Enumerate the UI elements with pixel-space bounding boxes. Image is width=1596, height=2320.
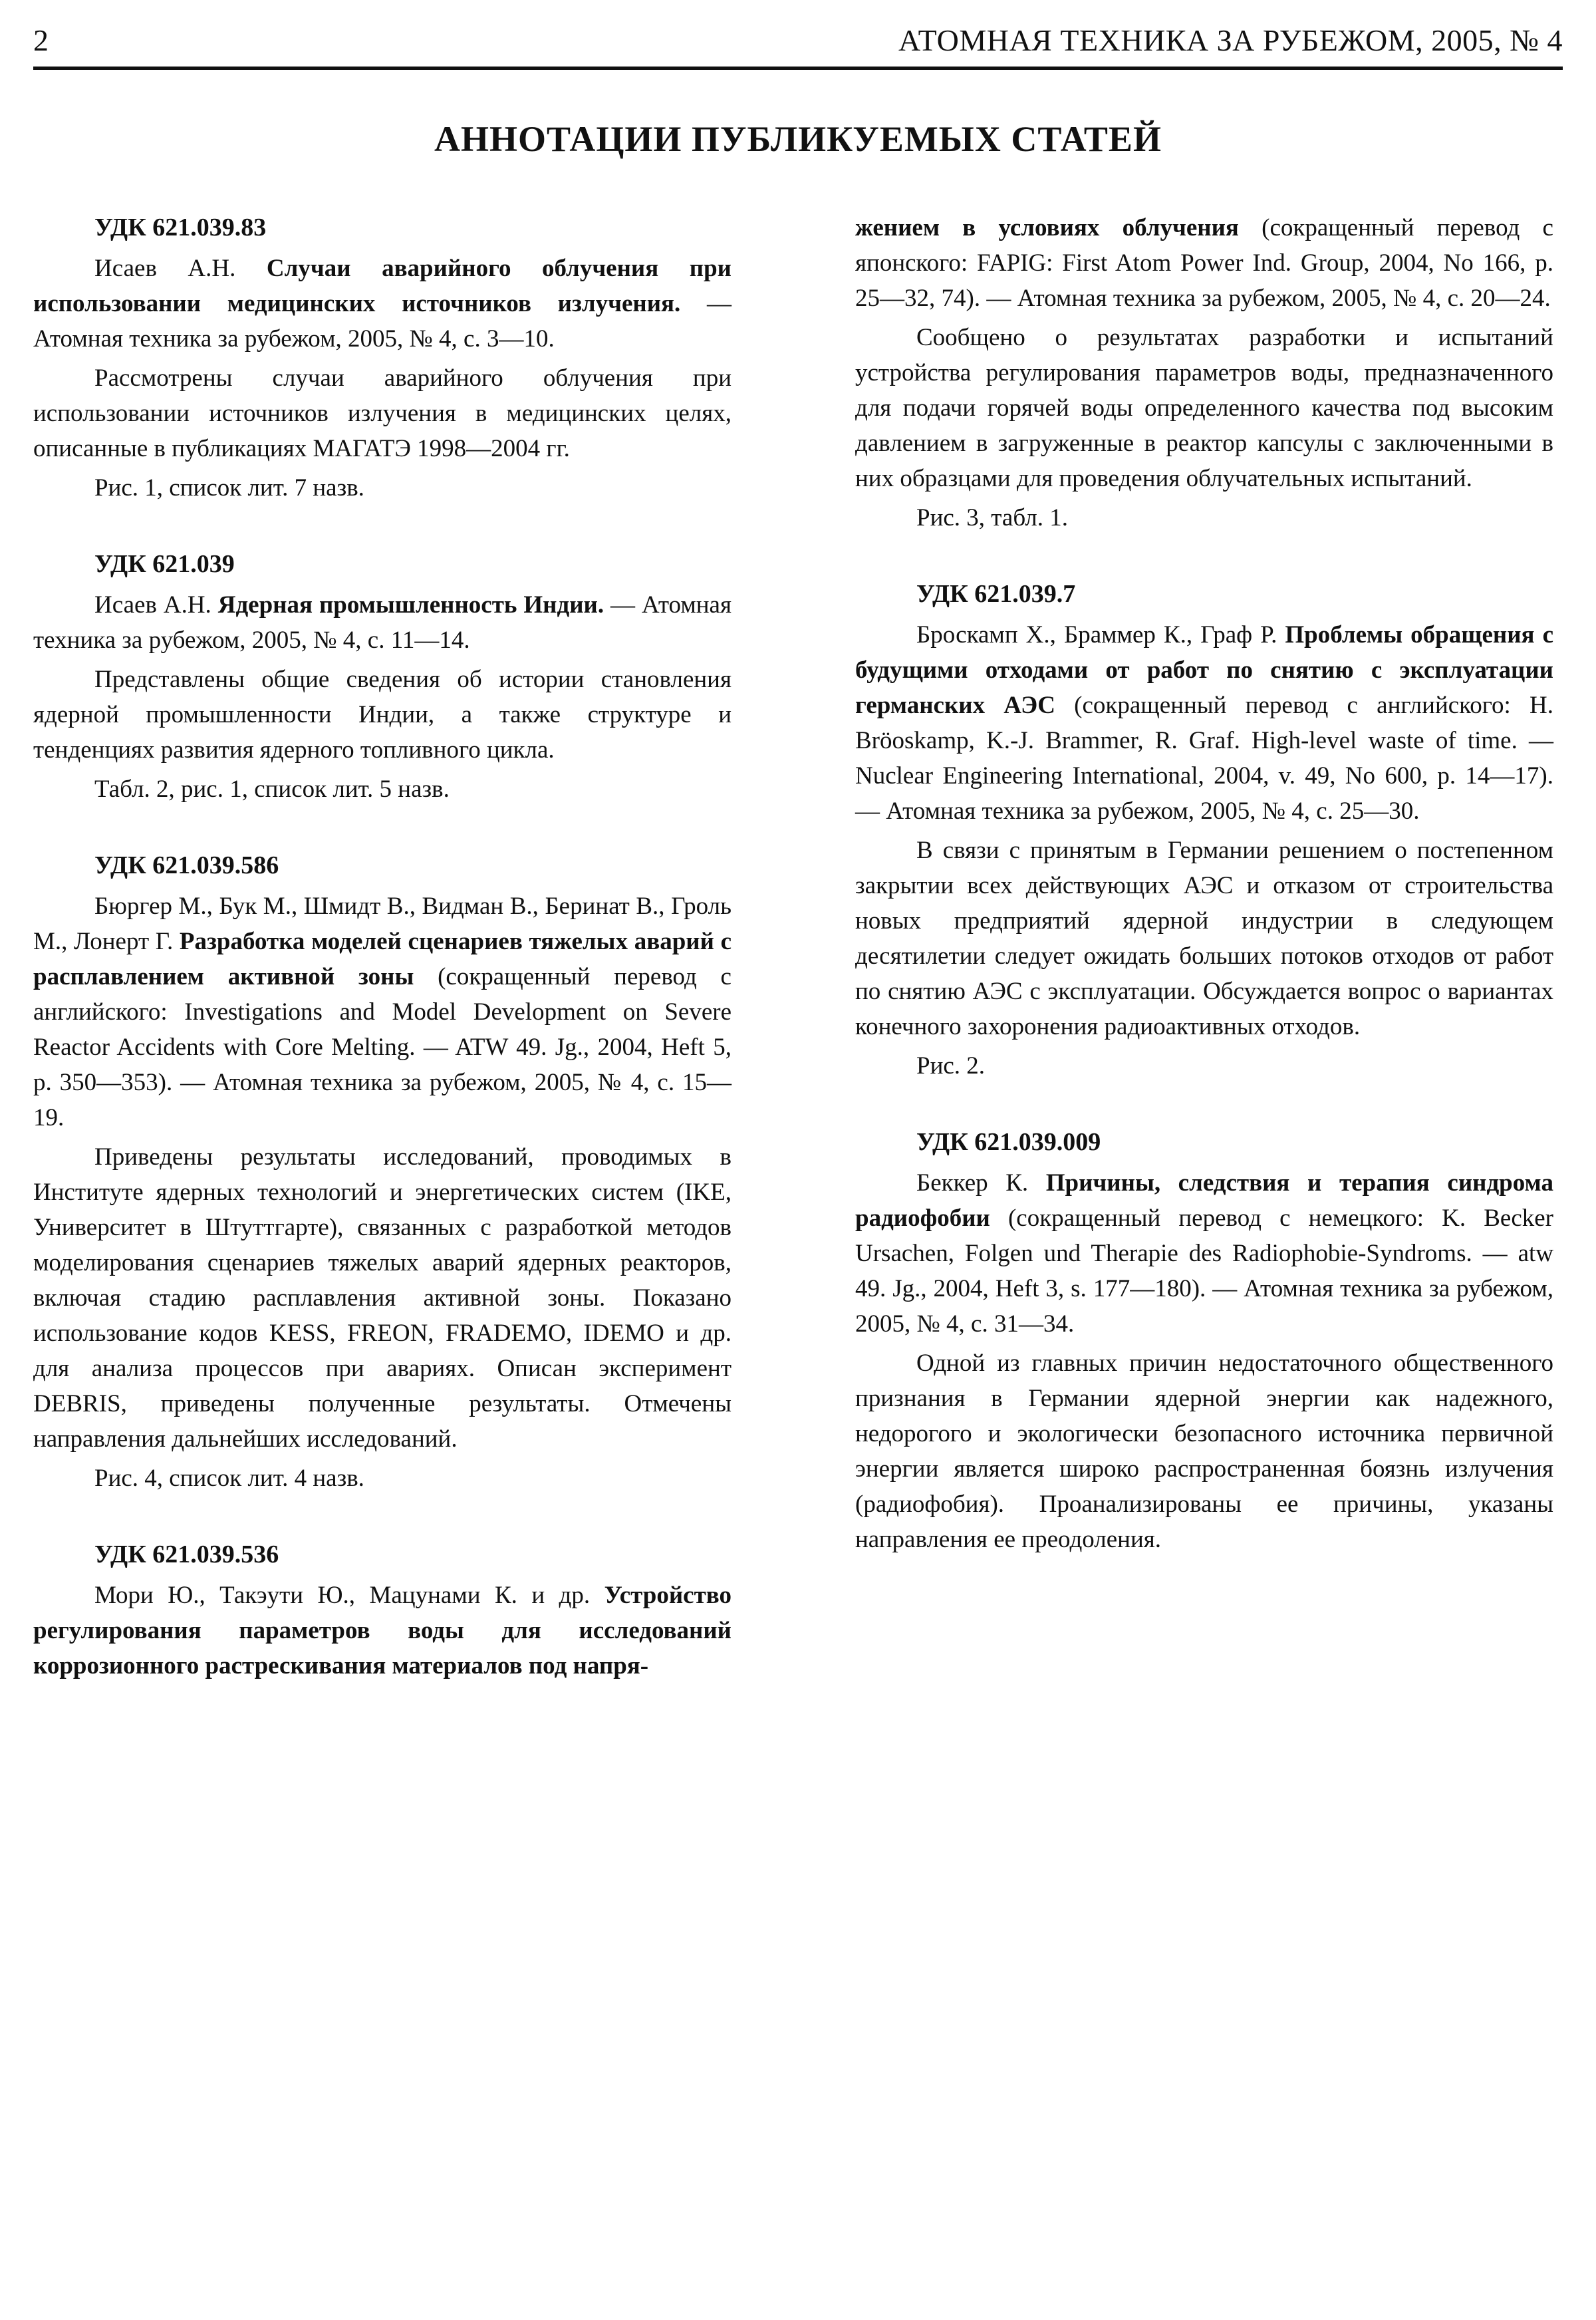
source: — Атомная техника за рубежом, 2005, № 4, с. 3—10. bbox=[33, 290, 732, 353]
illustrations-note: Табл. 2, рис. 1, список лит. 5 назв. bbox=[94, 776, 450, 803]
udc-code: УДК 621.039.83 bbox=[94, 214, 267, 241]
article-title: Разработка моделей сценариев тяжелых аварий с расплавлением активной зоны bbox=[33, 928, 732, 990]
page-number: 2 bbox=[33, 23, 49, 57]
abstract-entry-2 bbox=[33, 547, 732, 807]
citation-continued bbox=[855, 210, 1553, 316]
udc-code: УДК 621.039 bbox=[94, 550, 235, 578]
authors: Исаев А.Н. bbox=[94, 591, 218, 619]
citation bbox=[33, 587, 732, 658]
udc-code: УДК 621.039.586 bbox=[94, 851, 279, 879]
udc-code: УДК 621.039.7 bbox=[916, 580, 1076, 608]
source: (сокращенный перевод с английского: H. Bröoskamp, K.-J. Brammer, R. Graf. High-level waste of time. — Nuclear Engineering International, 2004, v. 49, No 600, p. 14—17). — Атомная техника за рубежом, 2005, № 4, с. 25—30. bbox=[855, 692, 1553, 825]
authors: Мори Ю., Такэути Ю., Мацунами К. и др. bbox=[94, 1582, 604, 1609]
source: (сокращенный перевод с японского: FAPIG: First Atom Power Ind. Group, 2004, No 166, p. 25—32, 74). — Атомная техника за рубежом, 2005, № 4, с. 20—24. bbox=[855, 214, 1553, 312]
abstract-text: Приведены результаты исследований, проводимых в Институте ядерных технологий и энергетических систем (IKE, Университет в Штуттгарте), связанных с разработкой методов моделирования сценариев тяжелых аварий ядерных реакторов, включая стадию расплавления активной зоны. Показано использование кодов KESS, FREON, FRADEMO, IDEMO и др. для анализа процессов при авариях. Описан эксперимент DEBRIS, приведены полученные результаты. Отмечены направления дальнейших исследований. bbox=[33, 1143, 732, 1453]
abstract-entry-4-continued bbox=[855, 210, 1553, 535]
udc-code: УДК 621.039.009 bbox=[916, 1128, 1101, 1156]
abstract-entry-3 bbox=[33, 848, 732, 1496]
citation bbox=[33, 1578, 732, 1683]
illustrations-note: Рис. 3, табл. 1. bbox=[916, 504, 1068, 531]
illustrations-note: Рис. 4, список лит. 4 назв. bbox=[94, 1465, 364, 1492]
citation bbox=[855, 617, 1553, 829]
article-title: Ядерная промышленность Индии. bbox=[217, 591, 604, 619]
authors: Исаев А.Н. bbox=[94, 255, 267, 282]
article-title: Проблемы обращения с будущими отходами от работ по снятию с эксплуатации германских АЭС bbox=[855, 621, 1553, 719]
abstract-text: Одной из главных причин недостаточного общественного признания в Германии ядерной энергии как надежного, недорогого и экологически безопасного источника первичной энергии является широко распространенная боязнь излучения (радиофобия). Проанализированы ее причины, указаны направления ее преодоления. bbox=[855, 1350, 1553, 1553]
abstract-text: Сообщено о результатах разработки и испытаний устройства регулирования параметров воды, предназначенного для подачи горячей воды определенного качества под высоким давлением в загруженные в реактор капсулы с заключенными в них образцами для проведения облучательных испытаний. bbox=[855, 324, 1553, 492]
citation bbox=[33, 251, 732, 357]
article-title: Причины, следствия и терапия синдрома радиофобии bbox=[855, 1169, 1553, 1232]
udc-code: УДК 621.039.536 bbox=[94, 1540, 279, 1568]
article-title-part2: жением в условиях облучения bbox=[855, 214, 1239, 241]
illustrations-note: Рис. 2. bbox=[916, 1052, 986, 1080]
right-column bbox=[855, 210, 1553, 1598]
running-header bbox=[33, 19, 1563, 70]
article-title-part1: Устройство регулирования параметров воды для исследований коррозионного растрескивания материалов под напря- bbox=[33, 1582, 732, 1679]
authors: Беккер К. bbox=[916, 1169, 1046, 1197]
citation bbox=[33, 889, 732, 1135]
abstract-entry-4 bbox=[33, 1537, 732, 1683]
abstract-text: Рассмотрены случаи аварийного облучения при использовании источников излучения в медицинских целях, описанные в публикациях МАГАТЭ 1998—2004 гг. bbox=[33, 364, 732, 462]
illustrations-note: Рис. 1, список лит. 7 назв. bbox=[94, 474, 364, 502]
abstract-text: В связи с принятым в Германии решением о постепенном закрытии всех действующих АЭС и отказом от строительства новых предприятий ядерной индустрии в следующем десятилетии следует ожидать больших потоков отходов от работ по снятию АЭС с эксплуатации. Обсуждается вопрос о вариантах конечного захоронения радиоактивных отходов. bbox=[855, 837, 1553, 1040]
abstract-entry-5 bbox=[855, 577, 1553, 1084]
citation bbox=[855, 1165, 1553, 1342]
abstract-entry-1 bbox=[33, 210, 732, 506]
article-title: Случаи аварийного облучения при использовании медицинских источников излучения. bbox=[33, 255, 732, 317]
authors: Бюргер М., Бук М., Шмидт В., Видман В., Беринат В., Гроль М., Лонерт Г. bbox=[33, 893, 732, 955]
left-column bbox=[33, 210, 732, 1725]
running-title: АТОМНАЯ ТЕХНИКА ЗА РУБЕЖОМ, 2005, № 4 bbox=[898, 23, 1563, 57]
abstract-entry-6 bbox=[855, 1125, 1553, 1557]
source: (сокращенный перевод с немецкого: K. Becker Ursachen, Folgen und Therapie des Radiophobie-Syndroms. — atw 49. Jg., 2004, Heft 3, s. 177—180). — Атомная техника за рубежом, 2005, № 4, с. 31—34. bbox=[855, 1205, 1553, 1338]
section-title: АННОТАЦИИ ПУБЛИКУЕМЫХ СТАТЕЙ bbox=[434, 119, 1162, 159]
source: — Атомная техника за рубежом, 2005, № 4, с. 11—14. bbox=[33, 591, 732, 654]
abstract-text: Представлены общие сведения об истории становления ядерной промышленности Индии, а также структуре и тенденциях развития ядерного топливного цикла. bbox=[33, 666, 732, 764]
authors: Броскамп Х., Браммер К., Граф Р. bbox=[916, 621, 1285, 649]
source: (сокращенный перевод с английского: Investigations and Model Development on Severe Reactor Accidents with Core Melting. — ATW 49. Jg., 2004, Heft 5, p. 350—353). — Атомная техника за рубежом, 2005, № 4, с. 15—19. bbox=[33, 963, 732, 1131]
